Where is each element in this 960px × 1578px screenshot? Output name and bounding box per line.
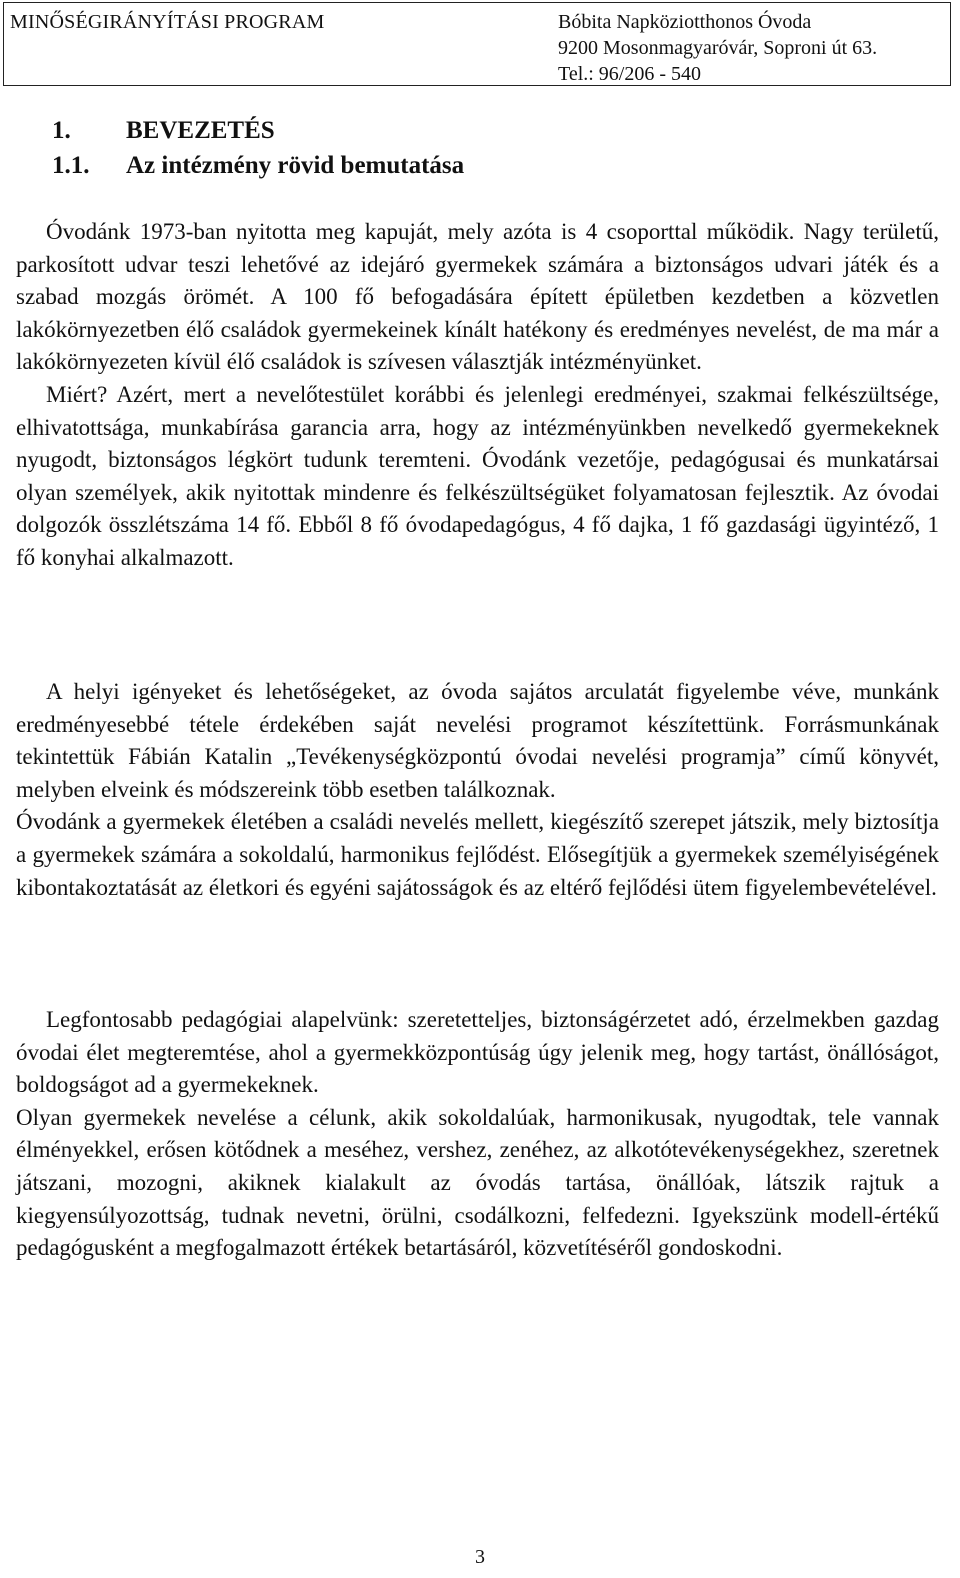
program-title: MINŐSÉGIRÁNYÍTÁSI PROGRAM <box>10 11 325 33</box>
page-number: 3 <box>475 1546 485 1568</box>
chapter-title: BEVEZETÉS <box>126 117 275 144</box>
paragraph-program: A helyi igényeket és lehetőségeket, az óvoda sajátos arculatát figyelembe véve, munkánk eredményesebbé tétele érdekében saját nevelési programot készítettünk. Forrásmunkának tekintettük Fábián Katalin „Tevékenységközpontú óvodai nevelési programja” című könyvét, melyben elveink és módszereink több esetben találkoznak. <box>16 679 939 802</box>
principles-block <box>16 1004 939 1265</box>
institution-phone: Tel.: 96/206 - 540 <box>558 63 702 85</box>
section-title: Az intézmény rövid bemutatása <box>126 152 465 179</box>
institution-info <box>558 9 877 87</box>
paragraph-history: Óvodánk 1973-ban nyitotta meg kapuját, mely azóta is 4 csoporttal működik. Nagy területű, parkosított udvar teszi lehetővé az idejáró gyermekek számára a biztonságos udvari játék és a szabad mozgás örömét. A 100 fő befogadására épített épületben kezdetben a közvetlen lakókörnyezetben élő családok gyermekeinek kínált hatékony és eredményes nevelést, de ma már a lakókörnyezeten kívül élő családok is szívesen választják intézményünket. <box>16 219 939 375</box>
paragraph-goals: Olyan gyermekek nevelése a célunk, akik sokoldalúak, harmonikusak, nyugodtak, tele vannak élményekkel, erősen kötődnek a meséhez, vershez, zenéhez, az alkotótevékenységekhez, szeretnek játszani, mozogni, akiknek kialakult az óvodás tartása, önállóak, látszik rajtuk a kiegyensúlyozottság, tudnak nevetni, örülni, csodálkozni, felfedezni. Igyekszünk modell-értékű pedagógusként a megfogalmazott értékek betartásáról, közvetítéséről gondoskodni. <box>16 1104 939 1261</box>
paragraph-family-role: Óvodánk a gyermekek életében a családi nevelés mellett, kiegészítő szerepet játszik, mely biztosítja a gyermekek számára a sokoldalú, harmonikus fejlődést. Elősegítjük a gyermekek személyiségének kibontakoztatását az életkori és egyéni sajátosságok és az eltérő fejlődési ütem figyelembevételével. <box>16 809 939 900</box>
chapter-heading <box>52 117 275 145</box>
chapter-number: 1. <box>52 117 71 144</box>
institution-name: Bóbita Napköziotthonos Óvoda <box>558 11 812 33</box>
program-block <box>16 676 939 904</box>
paragraph-principles: Legfontosabb pedagógiai alapelvünk: szeretetteljes, biztonságérzetet adó, érzelmekben gazdag óvodai élet megteremtése, ahol a gyermekközpontúság úgy jelenik meg, hogy tartást, önállóságot, boldogságot ad a gyermekeknek. <box>16 1007 939 1098</box>
intro-block <box>16 216 939 575</box>
paragraph-staff: Miért? Azért, mert a nevelőtestület korábbi és jelenlegi eredményei, szakmai felkészültsége, elhivatottsága, munkabírása garancia arra, hogy az intézményünkben nevelkedő gyermekeknek nyugodt, biztonságos légkört tudunk teremteni. Óvodánk vezetője, pedagógusai és munkatársai olyan személyek, akik nyitottak mindenre és felkészültségüket folyamatosan fejlesztik. Az óvodai dolgozók összlétszáma 14 fő. Ebből 8 fő óvodapedagógus, 4 fő dajka, 1 fő gazdasági ügyintéző, 1 fő konyhai alkalmazott. <box>16 381 939 570</box>
section-number: 1.1. <box>52 152 90 179</box>
section-heading <box>52 152 464 180</box>
page-header <box>3 2 951 86</box>
institution-address: 9200 Mosonmagyaróvár, Soproni út 63. <box>558 37 878 59</box>
